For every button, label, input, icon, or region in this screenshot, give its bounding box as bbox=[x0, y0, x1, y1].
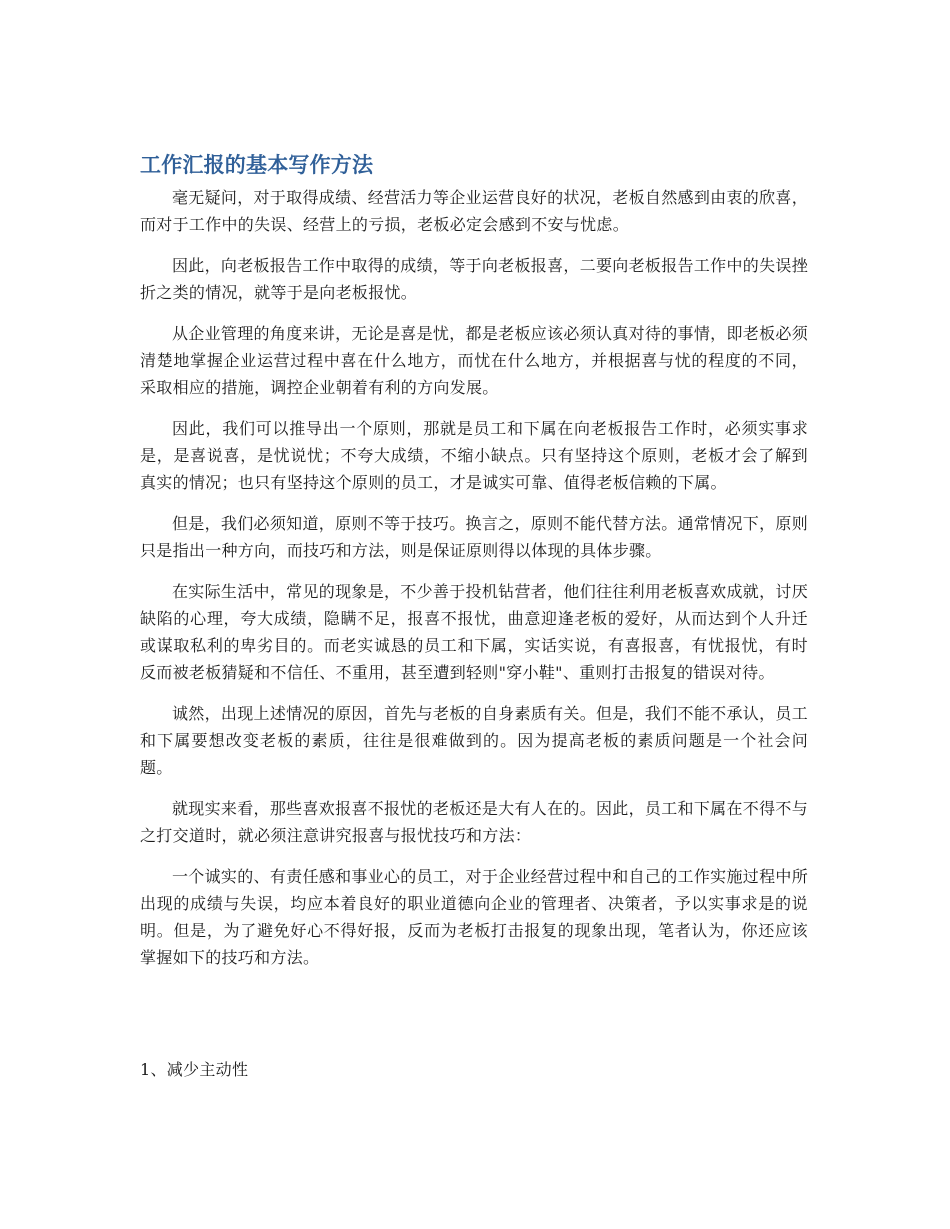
paragraph-5: 但是，我们必须知道，原则不等于技巧。换言之，原则不能代替方法。通常情况下，原则只是指出一种方向，而技巧和方法，则是保证原则得以体现的具体步骤。 bbox=[140, 514, 808, 560]
document-body bbox=[140, 150, 808, 985]
paragraph-2: 因此，向老板报告工作中取得的成绩，等于向老板报喜，二要向老板报告工作中的失误挫折之类的情况，就等于是向老板报忧。 bbox=[140, 256, 808, 302]
paragraph-8: 就现实来看，那些喜欢报喜不报忧的老板还是大有人在的。因此，员工和下属在不得不与之打交道时，就必须注意讲究报喜与报忧技巧和方法： bbox=[140, 799, 808, 845]
paragraph-4: 因此，我们可以推导出一个原则，那就是员工和下属在向老板报告工作时，必须实事求是，是喜说喜，是忧说忧；不夸大成绩，不缩小缺点。只有坚持这个原则，老板才会了解到真实的情况；也只有坚持这个原则的员工，才是诚实可靠、值得老板信赖的下属。 bbox=[140, 419, 808, 492]
paragraph-3: 从企业管理的角度来讲，无论是喜是忧，都是老板应该必须认真对待的事情，即老板必须清楚地掌握企业运营过程中喜在什么地方，而忧在什么地方，并根据喜与忧的程度的不同，采取相应的措施，调控企业朝着有利的方向发展。 bbox=[140, 324, 808, 397]
section-heading: 1、减少主动性 bbox=[140, 1060, 249, 1079]
paragraph-6: 在实际生活中，常见的现象是，不少善于投机钻营者，他们往往利用老板喜欢成就，讨厌缺陷的心理，夸大成绩，隐瞒不足，报喜不报忧，曲意迎逢老板的爱好，从而达到个人升迁或谋取私利的卑劣目的。而老实诚恳的员工和下属，实话实说，有喜报喜，有忧报忧，有时反而被老板猜疑和不信任、不重用，甚至遭到轻则"穿小鞋"、重则打击报复的错误对待。 bbox=[140, 582, 808, 682]
paragraph-7: 诚然，出现上述情况的原因，首先与老板的自身素质有关。但是，我们不能不承认，员工和下属要想改变老板的素质，往往是很难做到的。因为提高老板的素质问题是一个社会问题。 bbox=[140, 704, 808, 777]
document-title: 工作汇报的基本写作方法 bbox=[140, 153, 374, 177]
paragraph-1: 毫无疑问，对于取得成绩、经营活力等企业运营良好的状况，老板自然感到由衷的欣喜，而对于工作中的失误、经营上的亏损，老板必定会感到不安与忧虑。 bbox=[140, 188, 808, 234]
paragraph-9: 一个诚实的、有责任感和事业心的员工，对于企业经营过程中和自己的工作实施过程中所出现的成绩与失误，均应本着良好的职业道德向企业的管理者、决策者，予以实事求是的说明。但是，为了避免好心不得好报，反而为老板打击报复的现象出现，笔者认为，你还应该掌握如下的技巧和方法。 bbox=[140, 867, 808, 967]
